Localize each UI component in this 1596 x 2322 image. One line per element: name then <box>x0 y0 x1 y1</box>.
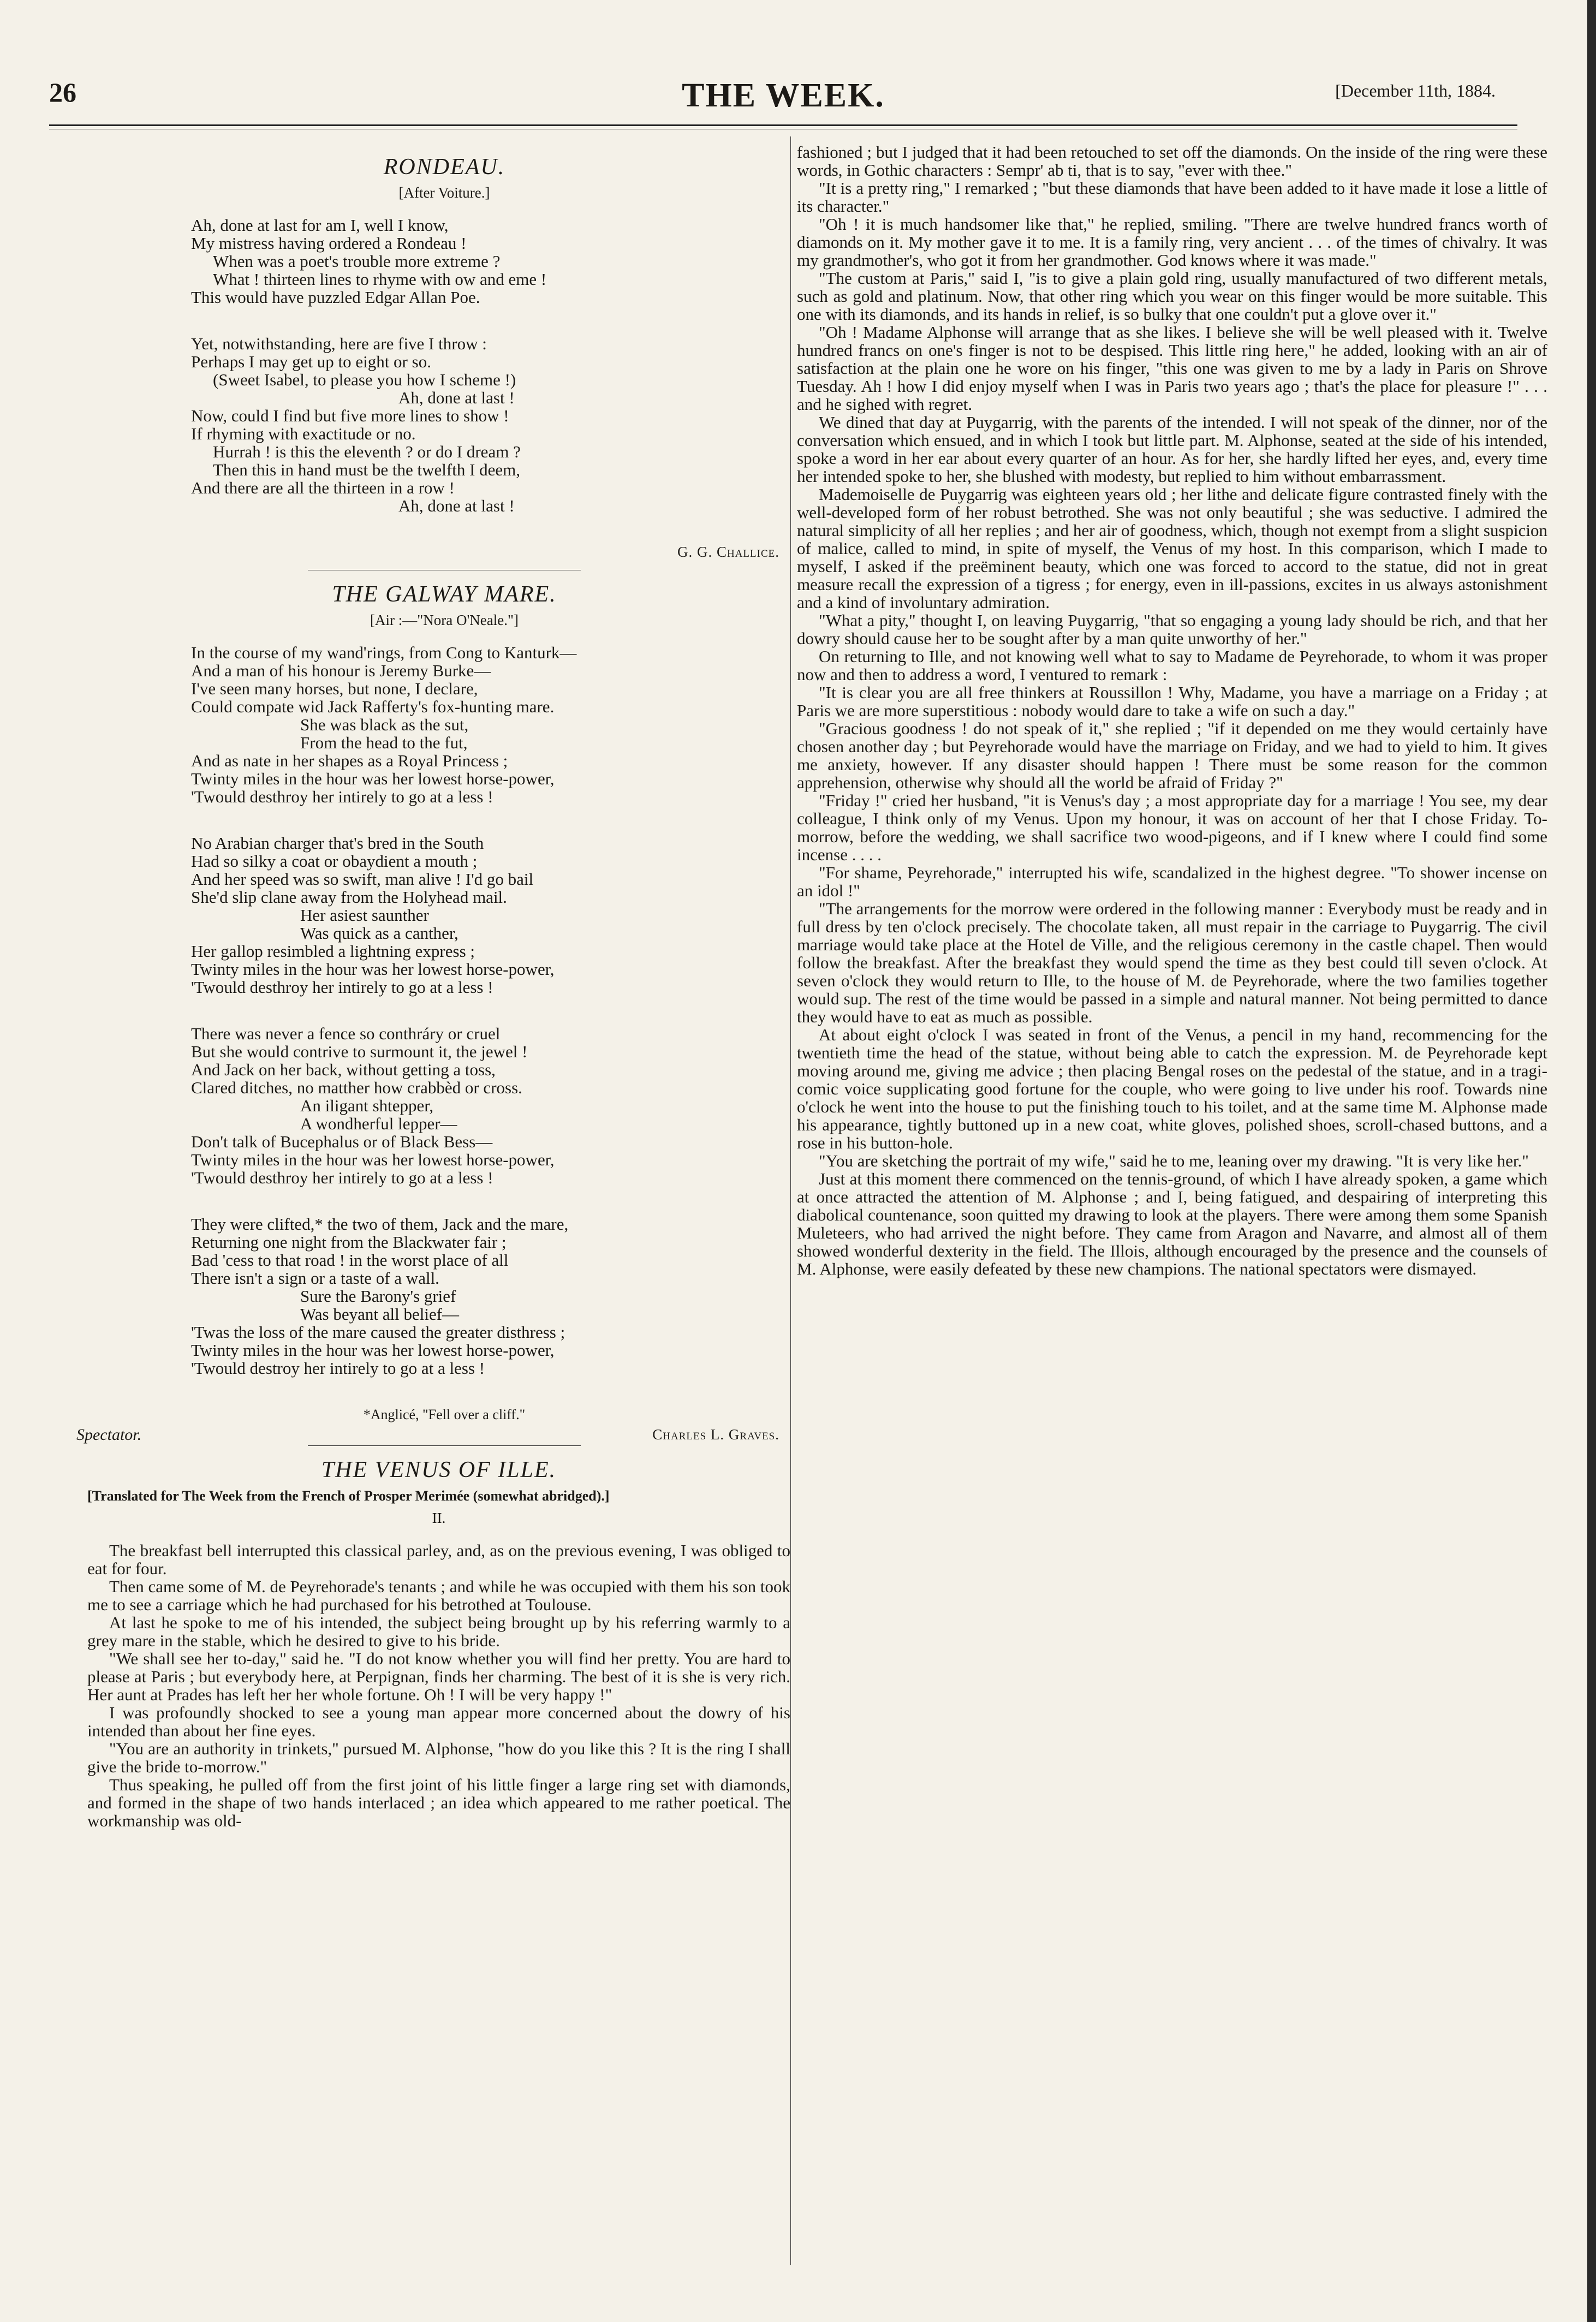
verse-line: Bad 'cess to that road ! in the worst place of all <box>191 1251 509 1270</box>
verse-line: 'Twould desthroy her intirely to go at a less ! <box>191 978 493 997</box>
verse-line: And there are all the thirteen in a row ! <box>191 478 455 497</box>
verse-line: 'Twould desthroy her intirely to go at a less ! <box>191 787 493 806</box>
right-column <box>797 143 1547 1278</box>
article-paragraph: "It is a pretty ring," I remarked ; "but these diamonds that have been added to it have made it lose a little of its character." <box>797 178 1547 216</box>
article-paragraph: "You are sketching the portrait of my wife," said he to me, leaning over my drawing. "It is very like her." <box>819 1151 1529 1170</box>
poem-stanza <box>191 834 790 996</box>
binding-edge <box>1587 0 1596 2322</box>
verse-line: And Jack on her back, without getting a toss, <box>191 1060 496 1079</box>
poem-stanza <box>191 1025 790 1187</box>
article-paragraph: "We shall see her to-day," said he. "I do not know whether you will find her pretty. You are hard to please at Paris ; but everybody here, at Perpignan, finds her charming. The best of it is she is very rich. Her aunt at Prades has left her her whole fortune. Oh ! I will be very happy !" <box>87 1649 790 1704</box>
poem-stanza <box>191 1215 790 1377</box>
article-paragraph: "Friday !" cried her husband, "it is Venus's day ; a most appropriate day for a marriage ! You see, my dear colleague, I think only of my Venus. Upon my honour, it was on account of her that I chose Friday. To-morrow, before the wedding, we shall sacrifice two wood-pigeons, and if I knew where I could find some incense . . . . <box>797 791 1547 864</box>
verse-line: An iligant shtepper, <box>300 1096 434 1115</box>
venus-article <box>87 1457 790 1830</box>
poem-stanza <box>191 216 790 306</box>
verse-line: Returning one night from the Blackwater fair ; <box>191 1233 507 1252</box>
verse-line: Had so silky a coat or obaydient a mouth ; <box>191 852 478 871</box>
verse-line: And as nate in her shapes as a Royal Princess ; <box>191 751 508 770</box>
verse-line: In the course of my wand'rings, from Cong to Kanturk— <box>191 643 577 662</box>
article-paragraph: The breakfast bell interrupted this classical parley, and, as on the previous evening, I was obliged to eat for four. <box>87 1541 790 1578</box>
verse-line: Don't talk of Bucephalus or of Black Bess— <box>191 1132 493 1151</box>
article-paragraph: "Gracious goodness ! do not speak of it," she replied ; "if it depended on me they would certainly have chosen another day ; but Peyrehorade would have the marriage on Friday, and we had to yield to him. It gives me anxiety, however. If any disaster should happen ! There must be some reason for the common apprehension, otherwise why should all the world be afraid of Friday ?" <box>797 719 1547 792</box>
verse-line: And a man of his honour is Jeremy Burke— <box>191 661 491 680</box>
poem-stanza <box>191 335 790 515</box>
page-header <box>49 76 1517 115</box>
rondeau-signature: G. G. Challice. <box>677 544 779 560</box>
verse-line: When was a poet's trouble more extreme ? <box>213 252 501 271</box>
verse-line: My mistress having ordered a Rondeau ! <box>191 234 467 253</box>
venus-right-text <box>797 143 1547 1278</box>
article-paragraph: Just at this moment there commenced on the tennis-ground, of which I have already spoken, a game which at once attracted the attention of M. Alphonse ; and I, being fatigued, and despairing of interpreting this diabolical countenance, soon quitted my drawing to look at the players. There were among them some Spanish Muleteers, who had arrived the night before. They came from Aragon and Navarre, and almost all of them showed wonderful dexterity in the field. The Illois, although encouraged by the presence and the counsels of M. Alphonse, were easily defeated by these new champions. The national spectators were dismayed. <box>797 1169 1547 1278</box>
verse-line: Now, could I find but five more lines to show ! <box>191 406 509 425</box>
verse-line: Was quick as a canther, <box>300 924 458 943</box>
verse-line: If rhyming with exactitude or no. <box>191 424 416 443</box>
article-paragraph: Then came some of M. de Peyrehorade's tenants ; and while he was occupied with them his son took me to see a carriage which he had purchased for his betrothed at Toulouse. <box>87 1577 790 1614</box>
article-paragraph: I was profoundly shocked to see a young man appear more concerned about the dowry of his intended than about her fine eyes. <box>87 1703 790 1740</box>
rondeau-title: RONDEAU. <box>383 154 505 180</box>
verse-line: There isn't a sign or a taste of a wall. <box>191 1269 439 1288</box>
article-paragraph: "Oh ! it is much handsomer like that," he replied, smiling. "There are twelve hundred francs worth of diamonds on it. My mother gave it to me. It is a family ring, very ancient . . . of the times of chivalry. It was my grandmother's, who got it from her grandmother. God knows where it was made." <box>797 215 1547 270</box>
verse-line: She was black as the sut, <box>300 715 469 734</box>
verse-line: From the head to the fut, <box>300 733 468 752</box>
section-rule <box>308 1445 581 1446</box>
verse-line: This would have puzzled Edgar Allan Poe. <box>191 288 480 307</box>
article-paragraph: "The custom at Paris," said I, "is to give a plain gold ring, usually manufactured of two different metals, such as gold and platinum. Now, that other ring which you wear on this finger would be more suitable. This one with its diamonds, and its hands in relief, is so bulky that one couldn't put a glove over it." <box>797 269 1547 324</box>
article-paragraph: We dined that day at Puygarrig, with the parents of the intended. I will not speak of the dinner, nor of the conversation which ensued, and in which I took but little part. M. Alphonse, seated at the side of his intended, spoke a word in her ear about every quarter of an hour. As for her, she hardly lifted her eyes, and, every time her intended spoke to her, she blushed with modesty, but replied to him without embarrassment. <box>797 413 1547 486</box>
verse-line: Hurrah ! is this the eleventh ? or do I dream ? <box>213 442 521 461</box>
article-paragraph: At last he spoke to me of his intended, the subject being brought up by his referring warmly to a grey mare in the stable, which he desired to give to his bride. <box>87 1613 790 1650</box>
galway-signature: Charles L. Graves. <box>652 1426 779 1443</box>
verse-line: Twinty miles in the hour was her lowest horse-power, <box>191 769 555 788</box>
verse-line: 'Twas the loss of the mare caused the greater disthress ; <box>191 1323 565 1342</box>
verse-line: 'Twould destroy her intirely to go at a less ! <box>191 1359 485 1378</box>
rondeau-subtitle: [After Voiture.] <box>398 184 490 201</box>
verse-line: Clared ditches, no matther how crabbèd or cross. <box>191 1078 522 1097</box>
verse-line: Ah, done at last ! <box>398 388 515 407</box>
galway-stanzas <box>98 644 790 1377</box>
verse-line: Perhaps I may get up to eight or so. <box>191 352 431 371</box>
verse-line: Twinty miles in the hour was her lowest horse-power, <box>191 960 555 979</box>
galway-source: Spectator. <box>76 1426 142 1444</box>
galway-poem <box>76 582 790 1446</box>
rondeau-poem <box>98 154 790 570</box>
article-paragraph: On returning to Ille, and not knowing well what to say to Madame de Peyrehorade, to whom it was proper now and then to address a word, I ventured to remark : <box>797 647 1547 684</box>
verse-line: Ah, done at last ! <box>398 496 515 515</box>
verse-line: There was never a fence so conthráry or cruel <box>191 1024 501 1043</box>
article-paragraph: "Oh ! Madame Alphonse will arrange that as she likes. I believe she will be well pleased with it. Twelve hundred francs on one's finger is not to be despised. This little ring here," he added, looking with an air of satisfaction at the plain one he wore on his finger, "this one was given to me by a lady in Paris on Shrove Tuesday. Ah ! how I did enjoy myself when I was in Paris two years ago ; that's the place for pleasure !" . . . and he sighed with regret. <box>797 323 1547 414</box>
verse-line: Was beyant all belief— <box>300 1305 460 1324</box>
article-paragraph: At about eight o'clock I was seated in front of the Venus, a pencil in my hand, recommencing for the twentieth time the head of the statue, without being able to catch the expression. M. de Peyrehorade kept moving around me, giving me advice ; then placing Bengal roses on the pedestal of the statue, and in a tragi-comic voice supplicating good fortune for the couple, who were going to live under his roof. Towards nine o'clock he went into the house to put the finishing touch to his toilet, and at the same time M. Alphonse made his appearance, tightly buttoned up in a new coat, white gloves, polished shoes, scroll-chased buttons, and a rose in his button-hole. <box>797 1025 1547 1152</box>
poem-stanza <box>191 644 790 806</box>
verse-line: And her speed was so swift, man alive ! I'd go bail <box>191 870 534 889</box>
verse-line: She'd slip clane away from the Holyhead mail. <box>191 888 507 907</box>
verse-line: But she would contrive to surmount it, the jewel ! <box>191 1042 528 1061</box>
column-divider <box>790 136 791 2265</box>
verse-line: (Sweet Isabel, to please you how I scheme !) <box>213 370 516 389</box>
verse-line: A wondherful lepper— <box>300 1114 457 1133</box>
rondeau-stanzas <box>98 216 790 515</box>
galway-subtitle: [Air :—"Nora O'Neale."] <box>370 612 519 628</box>
article-paragraph: fashioned ; but I judged that it had been retouched to set off the diamonds. On the inside of the ring were these words, in Gothic characters : Sempr' ab ti, that is to say, "ever with thee." <box>797 142 1547 180</box>
venus-left-text <box>87 1541 790 1830</box>
verse-line: Her asiest saunther <box>300 906 429 925</box>
galway-footnote: *Anglicé, "Fell over a cliff." <box>363 1407 526 1422</box>
venus-translation-note: [Translated for The Week from the French of Prosper Merimée (somewhat abridged).] <box>87 1488 610 1504</box>
verse-line: They were clifted,* the two of them, Jack and the mare, <box>191 1214 569 1234</box>
masthead: THE WEEK. <box>682 77 885 114</box>
article-paragraph: "It is clear you are all free thinkers at Roussillon ! Why, Madame, you have a marriage on a Friday ; at Paris we are more superstitious : nobody would dare to take a wife on such a day." <box>797 683 1547 720</box>
verse-line: 'Twould desthroy her intirely to go at a less ! <box>191 1168 493 1187</box>
article-paragraph: "For shame, Peyrehorade," interrupted his wife, scandalized in the highest degree. "To shower incense on an idol !" <box>797 863 1547 900</box>
verse-line: Then this in hand must be the twelfth I deem, <box>213 460 521 479</box>
venus-section-number: II. <box>432 1510 446 1526</box>
galway-title: THE GALWAY MARE. <box>332 582 557 607</box>
dateline: [December 11th, 1884. <box>1335 81 1496 100</box>
verse-line: Yet, notwithstanding, here are five I throw : <box>191 334 487 353</box>
page-number: 26 <box>49 77 76 108</box>
verse-line: Could compate wid Jack Rafferty's fox-hunting mare. <box>191 697 555 716</box>
verse-line: What ! thirteen lines to rhyme with ow and eme ! <box>213 270 547 289</box>
header-rule <box>49 124 1517 126</box>
verse-line: I've seen many horses, but none, I declare, <box>191 679 478 698</box>
verse-line: Her gallop resimbled a lightning express ; <box>191 942 475 961</box>
verse-line: Ah, done at last for am I, well I know, <box>191 216 449 235</box>
article-paragraph: "You are an authority in trinkets," pursued M. Alphonse, "how do you like this ? It is the ring I shall give the bride to-morrow." <box>87 1739 790 1776</box>
venus-title: THE VENUS OF ILLE. <box>321 1457 557 1482</box>
left-column <box>76 143 790 1830</box>
article-paragraph: Mademoiselle de Puygarrig was eighteen years old ; her lithe and delicate figure contrasted finely with the well-developed form of her robust betrothed. She was not only beautiful ; she was seductive. I admired the natural simplicity of all her replies ; and her air of goodness, which, though not exempt from a slight suspicion of malice, called to mind, in spite of myself, the Venus of my host. In this comparison, which I made to myself, I asked if the preëminent beauty, which one was forced to accord to the statue, did not in great measure recall the expression of a tigress ; for energy, even in ill-passions, excites in us always astonishment and a kind of involuntary admiration. <box>797 485 1547 612</box>
article-paragraph: Thus speaking, he pulled off from the first joint of his little finger a large ring set with diamonds, and formed in the shape of two hands interlaced ; an idea which appeared to me rather poetical. The workmanship was old- <box>87 1775 790 1830</box>
verse-line: Twinty miles in the hour was her lowest horse-power, <box>191 1341 555 1360</box>
article-paragraph: "What a pity," thought I, on leaving Puygarrig, "that so engaging a young lady should be rich, and that her dowry should cause her to be sought after by a man quite unworthy of her." <box>797 611 1547 648</box>
article-paragraph: "The arrangements for the morrow were ordered in the following manner : Everybody must be ready and in full dress by ten o'clock precisely. The chocolate taken, all must repair in the carriage to Puygarrig. The civil marriage would take place at the Hotel de Ville, and the religious ceremony in the castle chapel. Then would follow the breakfast. After the breakfast they would spend the time as they best could till seven o'clock. At seven o'clock they would return to Ille, to the house of M. de Peyrehorade, where the two families together would sup. The rest of the time would be passed in a simple and natural manner. Not being permitted to dance they would have to eat as much as possible. <box>797 899 1547 1026</box>
verse-line: Twinty miles in the hour was her lowest horse-power, <box>191 1150 555 1169</box>
verse-line: Sure the Barony's grief <box>300 1287 456 1306</box>
verse-line: No Arabian charger that's bred in the South <box>191 833 484 853</box>
